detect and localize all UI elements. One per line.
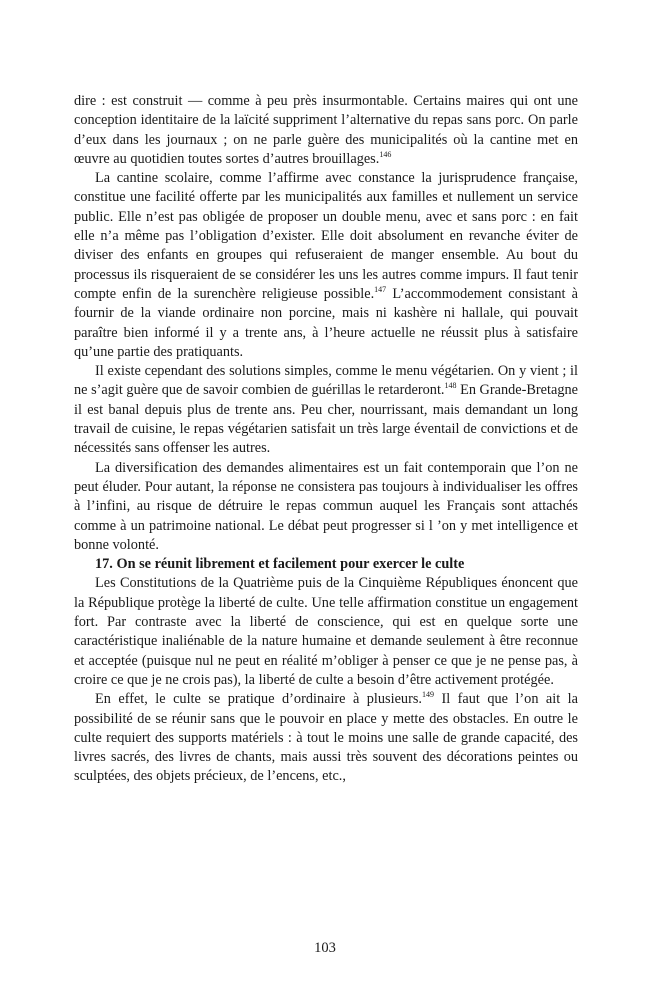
section-heading: 17. On se réunit librement et facilement pour exercer le culte bbox=[95, 556, 465, 573]
paragraph-2 bbox=[74, 169, 578, 362]
paragraph-text: Il faut que l’on ait la possibilité de se réunir sans que le pouvoir en place y mette des obstacles. En outre le culte requiert des supports matériels : à tout le moins une salle de grande capacité, des livres sacrés, des livres de chants, mais aussi très souvent des décorations peintes ou sculptées, des objets précieux, de l’encens, etc., bbox=[74, 691, 578, 785]
body-text bbox=[74, 92, 578, 787]
footnote-ref-148: 148 bbox=[444, 381, 457, 391]
section-paragraph-1 bbox=[74, 574, 578, 690]
paragraph-text: En effet, le culte se pratique d’ordinaire à plusieurs. bbox=[95, 691, 422, 708]
paragraph-text: La diversification des demandes alimentaires est un fait contemporain que l’on ne peut éluder. Pour autant, la réponse ne consistera pas toujours à individualiser les offres à l’infini, au risque de détruire le repas commun auquel les Français sont attachés comme à un patrimoine national. Le débat peut progresser si l ’on y met intelligence et bonne volonté. bbox=[74, 459, 578, 553]
paragraph-3 bbox=[74, 362, 578, 458]
page-number: 103 bbox=[314, 940, 336, 956]
paragraph-text: L’accommodement consistant à fournir de la viande ordinaire non porcine, mais ni kashère ni hallale, qui pouvait paraître bien informé il y a trente ans, à l’heure actuelle ne réussit plus à satisfaire qu’une partie des pratiquants. bbox=[74, 285, 578, 360]
footnote-ref-147: 147 bbox=[374, 284, 387, 294]
paragraph-text: Il existe cependant des solutions simples, comme le menu végétarien. On y vient ; il ne s’agit guère que de savoir combien de guérillas le retarderont. bbox=[74, 363, 578, 399]
paragraph-text: La cantine scolaire, comme l’affirme avec constance la jurisprudence française, constitue une facilité offerte par les municipalités aux familles et nullement un service public. Elle n’est pas obligée de proposer un double menu, avec et sans porc : en fait elle n’a même pas l’obligation d’exister. Elle doit absolument en revanche éviter de diviser des enfants en groupes qui refuseraient de manger ensemble. Au bout du processus ils risqueraient de se considérer les uns les autres comme impurs. Il faut tenir compte enfin de la surenchère religieuse possible. bbox=[74, 170, 578, 302]
footnote-ref-146: 146 bbox=[379, 149, 392, 159]
paragraph-1 bbox=[74, 92, 578, 169]
paragraph-text: En Grande-Bretagne il est banal depuis plus de trente ans. Peu cher, nourrissant, mais demandant un long travail de cuisine, le repas végétarien satisfait un très large éventail de convictions et de nécessités sans offenser les autres. bbox=[74, 382, 578, 457]
paragraph-text: Les Constitutions de la Quatrième puis de la Cinquième Républiques énoncent que la République protège la liberté de culte. Une telle affirmation constitue un engagement fort. Par contraste avec la liberté de conscience, qui est en quelque sorte une caractéristique inaliénable de la nature humaine et demande seulement à être reconnue et acceptée (puisque nul ne peut en réalité m’obliger à penser ce que je ne pense pas, à croire ce que je ne crois pas), la liberté de culte a besoin d’être activement protégée. bbox=[74, 575, 578, 688]
section-paragraph-2 bbox=[74, 690, 578, 786]
footnote-ref-149: 149 bbox=[421, 690, 434, 700]
paragraph-4 bbox=[74, 459, 578, 555]
paragraph-text: dire : est construit — comme à peu près insurmontable. Certains maires qui ont une conception identitaire de la laïcité suppriment l’alternative du repas sans porc. On parle d’eux dans les journaux ; on ne parle guère des municipalités où la cantine met en œuvre au quotidien toutes sortes d’autres brouillages. bbox=[74, 93, 578, 167]
